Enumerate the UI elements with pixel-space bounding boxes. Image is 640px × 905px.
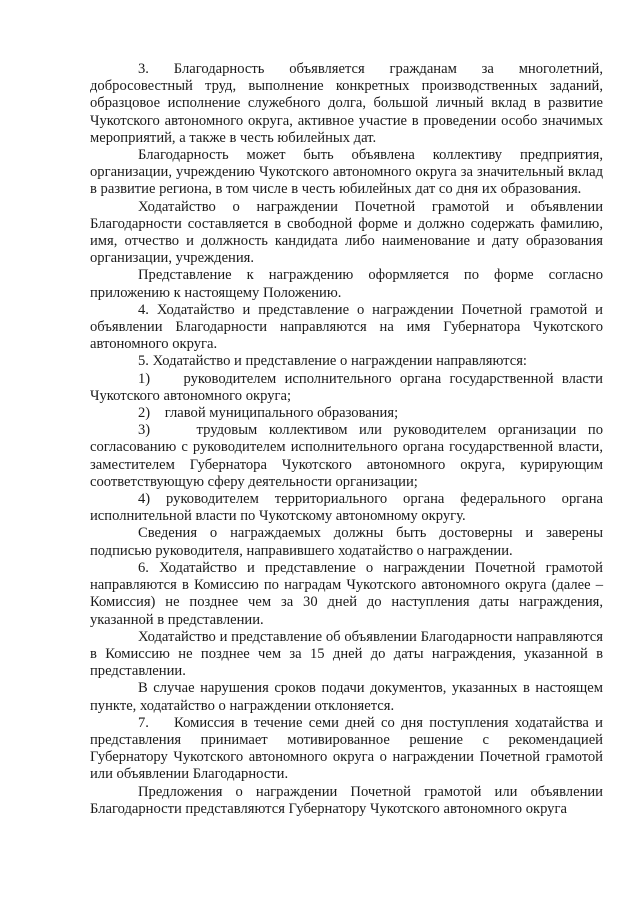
- paragraph-proposals-to-governor: Предложения о награждении Почетной грамотой или объявлении Благодарности представляются Губернатору Чукотского автономного округа: [90, 783, 603, 817]
- paragraph-5-submitted-by: 5. Ходатайство и представление о награждении направляются:: [138, 353, 527, 370]
- paragraph-6-commission-deadline: 6. Ходатайство и представление о награждении Почетной грамотой направляются в Комиссию по наградам Чукотского автономного округа (далее – Комиссия) не позднее чем за 30 дней до наступления даты награждения, указанной в представлении.: [90, 559, 603, 628]
- paragraph-gratitude-deadline: Ходатайство и представление об объявлении Благодарности направляются в Комиссию не позднее чем за 15 дней до даты награждения, указанной в представлении.: [90, 628, 603, 680]
- list-item-3: 3) трудовым коллективом или руководителем организации по согласованию с руководителем исполнительного органа государственной власти, заместителем Губернатора Чукотского автономного округа, курирующим соответствующую сферу деятельности организации;: [90, 422, 603, 490]
- paragraph-violation-rejection: В случае нарушения сроков подачи документов, указанных в настоящем пункте, ходатайство о награждении отклоняется.: [90, 680, 603, 714]
- paragraph-7-commission-decision: 7. Комиссия в течение семи дней со дня поступления ходатайства и представления принимает мотивированное решение с рекомендацией Губернатору Чукотского автономного округа о награждении Почетной грамотой или объявлении Благодарности.: [90, 714, 603, 783]
- list-item-4: 4) руководителем территориального органа федерального органа исполнительной власти по Чукотскому автономному округу.: [90, 491, 603, 525]
- paragraph-3-gratitude-citizens: 3. Благодарность объявляется гражданам за многолетний, добросовестный труд, выполнение конкретных производственных заданий, образцовое исполнение служебного долга, большой личный вклад в развитие Чукотского автономного округа, активное участие в проведении особо значимых мероприятий, а также в честь юбилейных дат.: [90, 61, 603, 146]
- document-page: [90, 61, 603, 818]
- paragraph-submission-form: Представление к награждению оформляется по форме согласно приложению к настоящему Положению.: [90, 267, 603, 301]
- paragraph-petition-form: Ходатайство о награждении Почетной грамотой и объявлении Благодарности составляется в свободной форме и должно содержать фамилию, имя, отчество и должность кандидата либо наименование и дату образования организации, учреждения.: [90, 198, 603, 267]
- list-item-1: 1) руководителем исполнительного органа государственной власти Чукотского автономного округа;: [90, 370, 603, 404]
- list-item-2: 2) главой муниципального образования;: [138, 405, 399, 422]
- paragraph-information-accuracy: Сведения о награждаемых должны быть достоверны и заверены подписью руководителя, направившего ходатайство о награждении.: [90, 525, 603, 559]
- paragraph-4-addressed-to-governor: 4. Ходатайство и представление о награждении Почетной грамотой и объявлении Благодарности направляются на имя Губернатора Чукотского автономного округа.: [90, 301, 603, 353]
- paragraph-gratitude-collective: Благодарность может быть объявлена коллективу предприятия, организации, учреждению Чукотского автономного округа за значительный вклад в развитие региона, в том числе в честь юбилейных дат со дня их образования.: [90, 147, 603, 198]
